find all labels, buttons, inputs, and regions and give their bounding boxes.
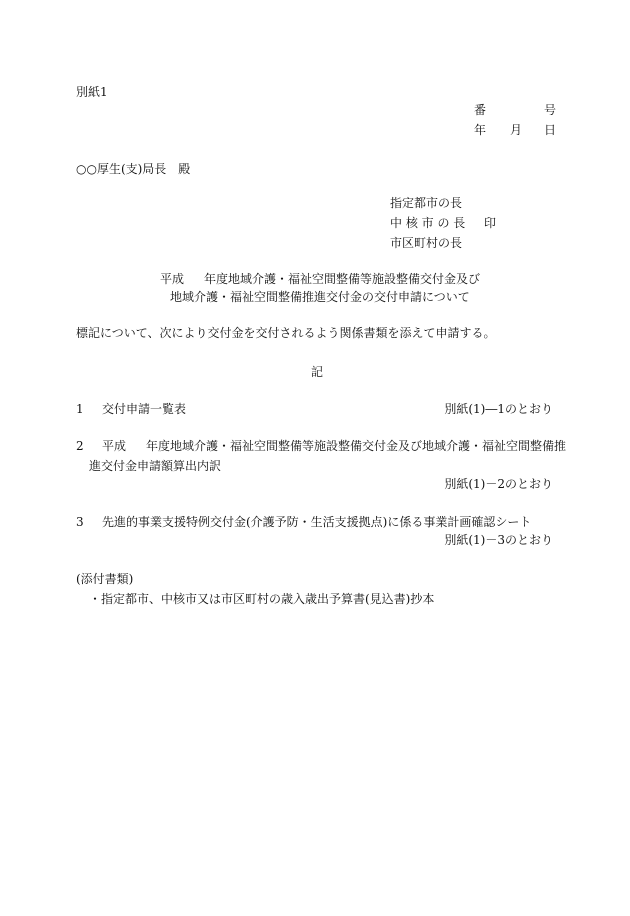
sender-line: 中 核 市 の 長 [390,216,466,230]
intro-text: 標記について、次により交付金を交付されるよう関係書類を添えて申請する。 [76,326,496,340]
sender-line: 指定都市の長 [390,196,463,210]
attachment-item: ・指定都市、中核市又は市区町村の歳入歳出予算書(見込書)抄本 [89,592,435,606]
ki-heading: 記 [311,365,324,379]
number-suffix: 号 [544,103,557,117]
item-text: 年度地域介護・福祉空間整備等施設整備交付金及び地域介護・福祉空間整備推 [146,439,567,453]
date-day: 日 [544,123,557,137]
number-label: 番 [474,103,487,117]
date-year: 年 [474,123,487,137]
item-2 [76,440,566,452]
item-text: 先進的事業支援特例交付金(介護予防・生活支援拠点)に係る事業計画確認シート [102,515,532,529]
item-3 [76,516,531,528]
item-era: 平成 [102,439,127,453]
title-line-2: 地域介護・福祉空間整備推進交付金の交付申請について [170,290,470,304]
item-text: 交付申請一覧表 [102,402,187,416]
item-reference: 別紙(1)―1のとおり [444,402,553,416]
date-month: 月 [510,123,523,137]
item-text-continued: 進交付金申請額算出内訳 [89,459,222,473]
seal-mark: 印 [484,216,497,230]
sender-line: 市区町村の長 [390,236,463,250]
attachments-heading: (添付書類) [76,572,134,586]
item-reference: 別紙(1)－2のとおり [444,477,553,491]
attachment-label: 別紙1 [76,85,108,99]
item-1 [76,403,186,415]
item-reference: 別紙(1)－3のとおり [444,533,553,547]
title-line-1 [160,273,480,285]
item-number: 2 [76,439,84,453]
item-number: 3 [76,515,84,529]
title-line-1-text: 年度地域介護・福祉空間整備等施設整備交付金及び [204,272,481,286]
addressee: ○○厚生(支)局長 殿 [76,162,191,176]
item-number: 1 [76,402,84,416]
title-era: 平成 [160,272,185,286]
